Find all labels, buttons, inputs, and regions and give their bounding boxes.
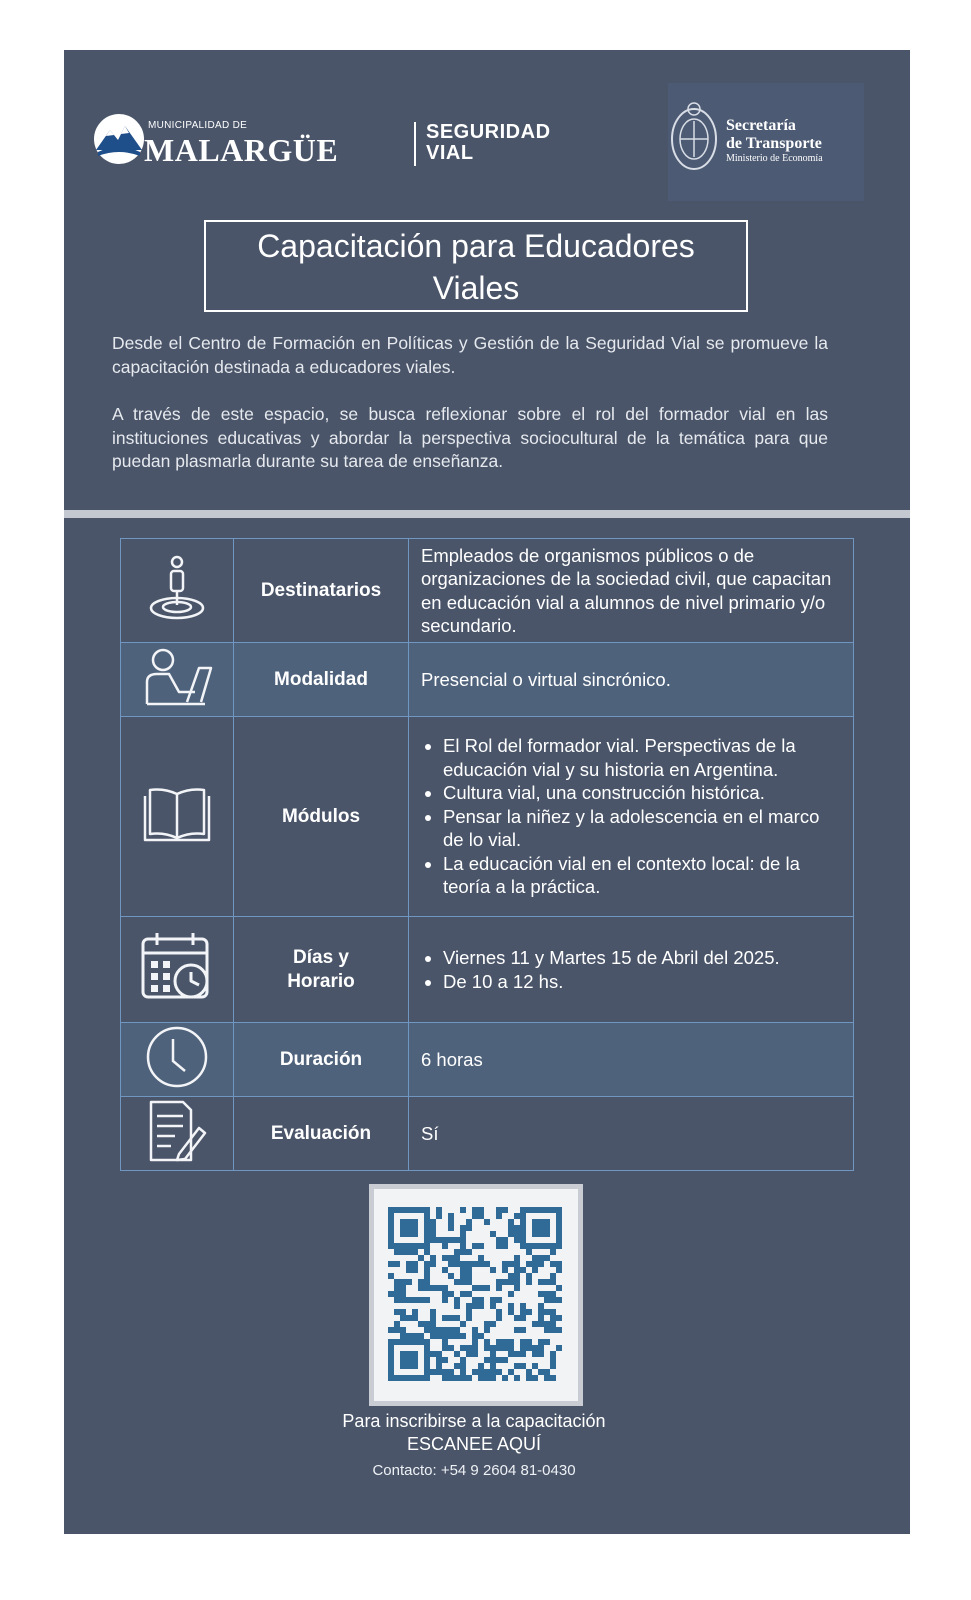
cta-line2: ESCANEE AQUÍ: [406, 1434, 542, 1454]
modules-list: [421, 734, 841, 899]
row-label: Duración: [234, 1023, 409, 1097]
person-target-icon: [147, 553, 207, 623]
page-title: [204, 220, 748, 312]
schedule-list: [421, 946, 841, 993]
table-row: [121, 1023, 854, 1097]
row-value: Presencial o virtual sincrónico.: [409, 643, 854, 717]
row-label: Destinatarios: [234, 539, 409, 643]
table-row: [121, 539, 854, 643]
poster: [64, 50, 910, 1534]
intro-paragraph-2: A través de este espacio, se busca reflexionar sobre el rol del formador vial en las instituciones educativas y abordar la perspectiva sociocultural de la temática para que puedan plasmarla durante su tarea de enseñanza.: [112, 404, 828, 471]
table-row: [121, 717, 854, 917]
municipality-small-label: MUNICIPALIDAD DE: [148, 120, 248, 131]
qr-code-image[interactable]: [388, 1205, 564, 1385]
cta-line1: Para inscribirse a la capacitación: [342, 1411, 606, 1431]
list-item: • Pensar la niñez y la adolescencia en el marco de lo vial.: [443, 805, 841, 852]
row-label: [234, 917, 409, 1023]
label-line2: Horario: [287, 970, 355, 992]
national-seal-icon: [668, 97, 720, 179]
contact-text: Contacto: +54 9 2604 81-0430: [372, 1462, 576, 1479]
title-line2: Viales: [432, 270, 520, 306]
secretaria-line2: de Transporte: [726, 135, 822, 152]
row-label: Módulos: [234, 717, 409, 917]
table-row: [121, 643, 854, 717]
row-label: Evaluación: [234, 1097, 409, 1171]
info-table: [120, 538, 854, 1171]
secretaria-title: [726, 117, 822, 153]
title-line1: Capacitación para Educadores: [257, 228, 695, 264]
row-icon-cell: [121, 1023, 234, 1097]
list-item: • La educación vial en el contexto local: de la teoría a la práctica.: [443, 852, 841, 899]
intro-text: [112, 332, 828, 498]
row-icon-cell: [121, 1097, 234, 1171]
municipality-name: MALARGÜE: [144, 132, 339, 168]
logo-secretaria-transporte: [668, 83, 864, 201]
logo-seguridad-vial: [414, 122, 584, 166]
section-divider: [64, 510, 910, 518]
row-icon-cell: [121, 717, 234, 917]
call-to-action: [64, 1410, 884, 1482]
header: [64, 50, 910, 220]
table-row: [121, 1097, 854, 1171]
person-laptop-icon: [139, 646, 215, 708]
mountain-logo-icon: [92, 112, 146, 166]
program-line1: SEGURIDAD: [426, 121, 551, 143]
intro-paragraph-1: Desde el Centro de Formación en Políticas y Gestión de la Seguridad Vial se promueve la capacitación destinada a educadores viales.: [112, 333, 828, 377]
logo-malargue: [92, 110, 339, 180]
row-value: [409, 717, 854, 917]
list-item: • Viernes 11 y Martes 15 de Abril del 2025.: [443, 946, 841, 970]
row-icon-cell: [121, 643, 234, 717]
secretaria-line3: Ministerio de Economía: [726, 153, 823, 164]
secretaria-line1: Secretaría: [726, 117, 796, 134]
row-value: Empleados de organismos públicos o de organizaciones de la sociedad civil, que capacitan en educación vial a alumnos de nivel primario y/o secundario.: [409, 539, 854, 643]
clock-icon: [145, 1025, 209, 1089]
label-line1: Días y: [293, 946, 349, 968]
row-icon-cell: [121, 539, 234, 643]
qr-code[interactable]: [369, 1184, 583, 1406]
row-value: [409, 917, 854, 1023]
row-label: Modalidad: [234, 643, 409, 717]
document-pen-icon: [145, 1098, 209, 1164]
program-line2: VIAL: [426, 142, 474, 164]
row-value: Sí: [409, 1097, 854, 1171]
list-item: • De 10 a 12 hs.: [443, 970, 841, 994]
open-book-icon: [142, 784, 212, 844]
list-item: • El Rol del formador vial. Perspectivas de la educación vial y su historia en Argentina.: [443, 734, 841, 781]
list-item: • Cultura vial, una construcción histórica.: [443, 781, 841, 805]
row-icon-cell: [121, 917, 234, 1023]
table-row: [121, 917, 854, 1023]
calendar-clock-icon: [139, 929, 215, 1005]
row-value: 6 horas: [409, 1023, 854, 1097]
